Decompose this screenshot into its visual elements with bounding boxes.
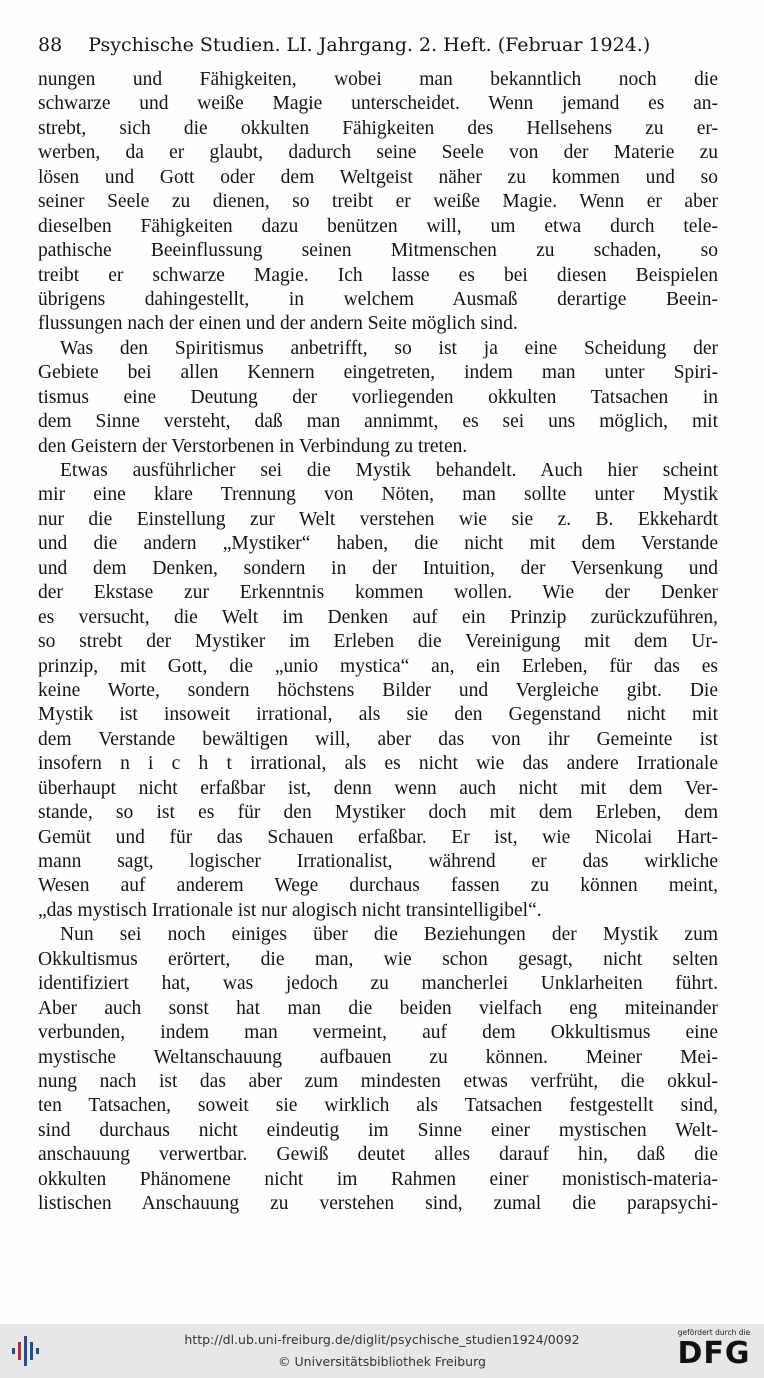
text-line: flussungen nach der einen und der andern Seite möglich sind. (38, 313, 518, 335)
text-line: und dem Denken, sondern in der Intuition, der Versenkung und (38, 557, 718, 579)
text-line: sind durchaus nicht eindeutig im Sinne einer mystischen Welt- (38, 1119, 718, 1141)
text-line: es versucht, die Welt im Denken auf ein Prinzip zurückzuführen, (38, 606, 718, 628)
text-line: mystische Weltanschauung aufbauen zu können. Meiner Mei- (38, 1046, 718, 1068)
body-text (38, 68, 718, 1217)
footer-copyright: © Universitätsbibliothek Freiburg (278, 1354, 486, 1369)
text-line: Nun sei noch einiges über die Beziehungen der Mystik zum (60, 924, 718, 946)
dfg-caption: gefördert durch die (677, 1328, 751, 1337)
text-line: identifiziert hat, was jedoch zu mancherlei Unklarheiten führt. (38, 973, 718, 995)
text-line: nungen und Fähigkeiten, wobei man bekanntlich noch die (38, 69, 718, 90)
text-line: dem Sinne versteht, daß man annimmt, es sei uns möglich, mit (38, 411, 718, 433)
text-line: strebt, sich die okkulten Fähigkeiten des Hellsehens zu er- (38, 117, 718, 139)
text-line: Etwas ausführlicher sei die Mystik behandelt. Auch hier scheint (60, 460, 718, 481)
text-line: verbunden, indem man vermeint, auf dem Okkultismus eine (38, 1022, 718, 1044)
text-line: der Ekstase zur Erkenntnis kommen wollen. Wie der Denker (38, 582, 718, 604)
page-number: 88 (38, 34, 63, 56)
text-line: Aber auch sonst hat man die beiden vielfach eng miteinander (38, 997, 718, 1019)
text-line: den Geistern der Verstorbenen in Verbindung zu treten. (38, 435, 468, 457)
text-line: überhaupt nicht erfaßbar ist, denn wenn auch nicht mit dem Ver- (38, 777, 718, 799)
text-line: dem Verstande bewältigen will, aber das von ihr Gemeinte ist (38, 728, 718, 750)
text-line: Gemüt und für das Schauen erfaßbar. Er ist, wie Nicolai Hart- (38, 826, 718, 848)
text-line: werben, da er glaubt, dadurch seine Seele von der Materie zu (38, 142, 718, 164)
text-line: anschauung verwertbar. Gewiß deutet alles darauf hin, daß die (38, 1144, 718, 1166)
text-line: „das mystisch Irrationale ist nur alogisch nicht transintelligibel“. (38, 899, 542, 921)
text-line: prinzip, mit Gott, die „unio mystica“ an, ein Erleben, für das es (38, 655, 718, 677)
text-line: listischen Anschauung zu verstehen sind, zumal die parapsychi- (38, 1193, 718, 1215)
text-line: ten Tatsachen, soweit sie wirklich als Tatsachen festgestellt sind, (38, 1095, 718, 1117)
page-header (38, 32, 728, 58)
footer-url[interactable]: http://dl.ub.uni-freiburg.de/diglit/psychische_studien1924/0092 (184, 1332, 580, 1347)
text-line: Was den Spiritismus anbetrifft, so ist ja eine Scheidung der (60, 337, 718, 359)
text-line: Wesen auf anderem Wege durchaus fassen zu können meint, (38, 875, 718, 897)
text-line: mir eine klare Trennung von Nöten, man sollte unter Mystik (38, 484, 718, 506)
running-title: Psychische Studien. LI. Jahrgang. 2. Heft. (Februar 1924.) (88, 34, 651, 56)
text-line: dieselben Fähigkeiten dazu benützen will, um etwa durch tele- (38, 215, 718, 237)
text-line: Mystik ist insoweit irrational, als sie den Gegenstand nicht mit (38, 704, 718, 726)
text-line: Okkultismus erörtert, die man, wie schon gesagt, nicht selten (38, 948, 718, 970)
text-line: mann sagt, logischer Irrationalist, während er das wirkliche (38, 851, 718, 872)
text-line: so strebt der Mystiker im Erleben die Vereinigung mit dem Ur- (38, 631, 718, 653)
text-line: insofern n i c h t irrational, als es nicht wie das andere Irrationale (38, 753, 718, 775)
footer-bar (0, 1324, 764, 1378)
dfg-logo-text: DFG (677, 1336, 751, 1371)
text-line: treibt er schwarze Magie. Ich lasse es bei diesen Beispielen (38, 264, 718, 286)
text-line: lösen und Gott oder dem Weltgeist näher zu kommen und so (38, 166, 718, 188)
text-line: übrigens dahingestellt, in welchem Ausmaß derartige Beein- (38, 288, 718, 310)
text-line: Gebiete bei allen Kennern eingetreten, indem man unter Spiri- (38, 362, 718, 384)
text-line: seiner Seele zu dienen, so treibt er weiße Magie. Wenn er aber (38, 191, 718, 213)
text-line: tismus eine Deutung der vorliegenden okkulten Tatsachen in (38, 386, 718, 408)
text-line: okkulten Phänomene nicht im Rahmen einer monistisch-materia- (38, 1168, 718, 1190)
text-line: nung nach ist das aber zum mindesten etwas verfrüht, die okkul- (38, 1070, 718, 1092)
text-line: und die andern „Mystiker“ haben, die nicht mit dem Verstande (38, 533, 718, 555)
text-line: nur die Einstellung zur Welt verstehen wie sie z. B. Ekkehardt (38, 508, 718, 530)
text-line: schwarze und weiße Magie unterscheidet. Wenn jemand es an- (38, 93, 718, 115)
text-line: pathische Beeinflussung seinen Mitmenschen zu schaden, so (38, 240, 718, 262)
dfg-logo (674, 1328, 754, 1374)
text-line: stande, so ist es für den Mystiker doch mit dem Erleben, dem (38, 802, 718, 824)
text-line: keine Worte, sondern höchstens Bilder und Vergleiche gibt. Die (38, 679, 718, 701)
